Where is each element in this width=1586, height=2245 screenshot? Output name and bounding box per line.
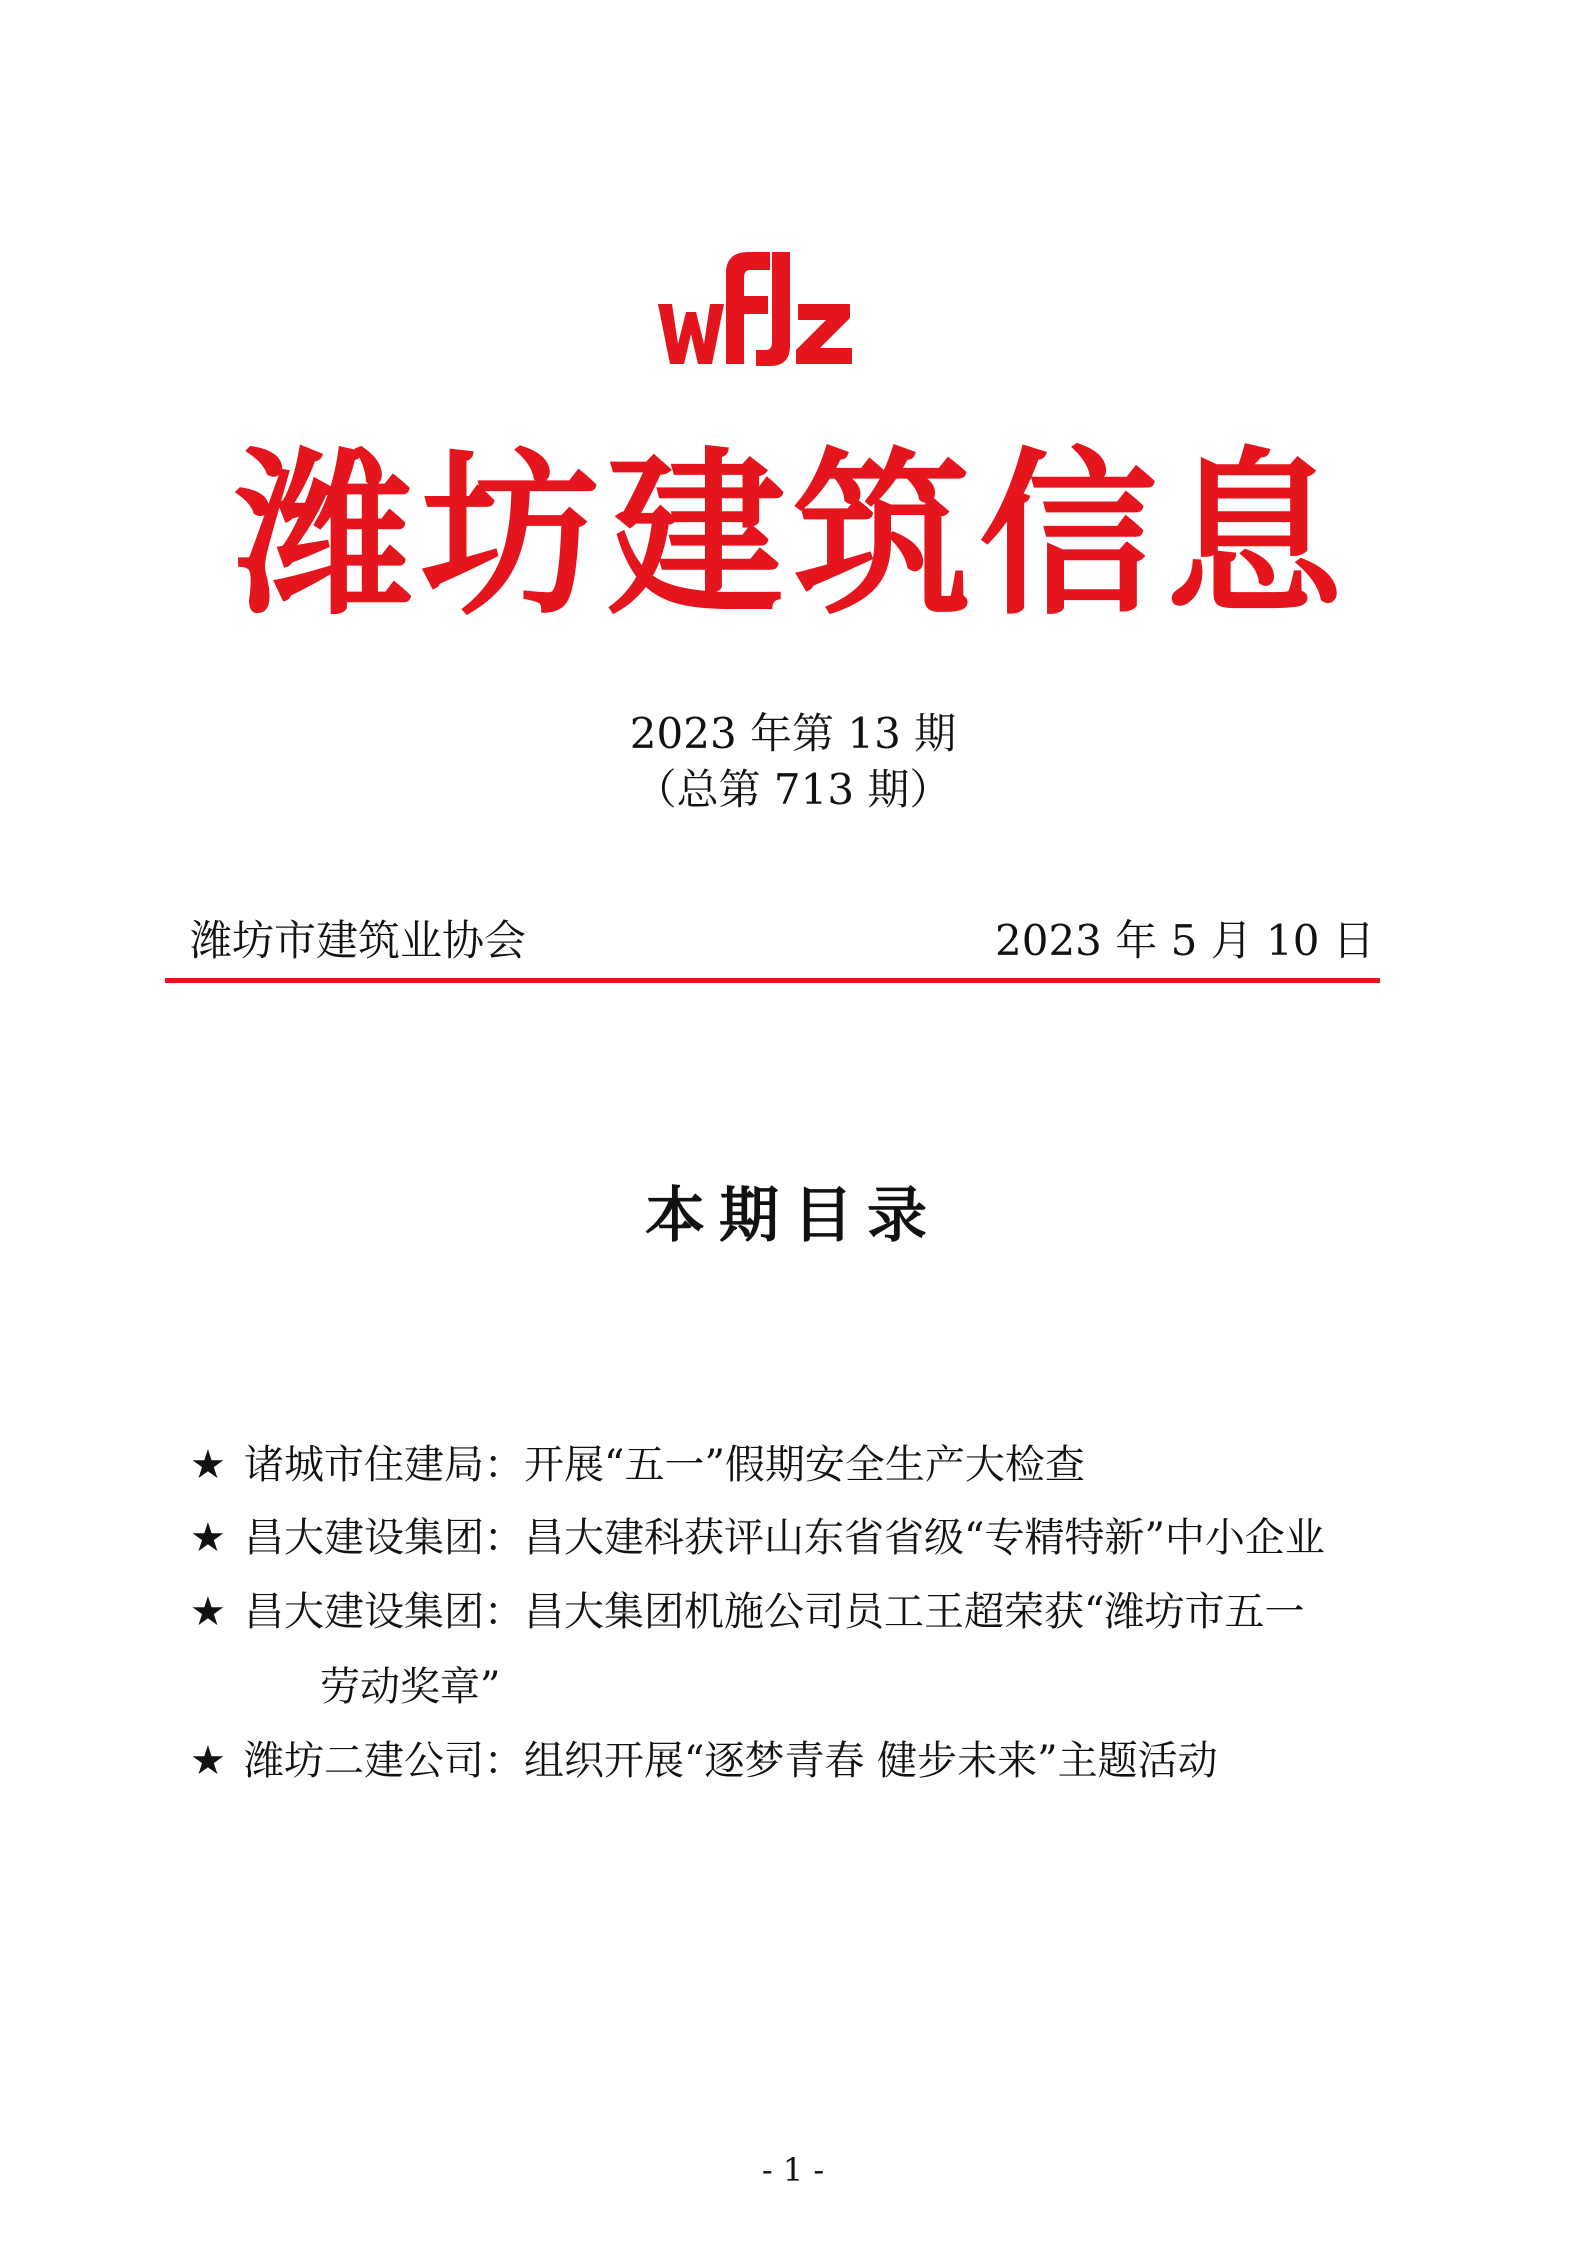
publication-date: 2023 年 5 月 10 日 (995, 916, 1375, 965)
red-divider-line (165, 978, 1380, 983)
toc-title: 本期目录 (645, 1181, 941, 1251)
toc-item-continuation: 劳动奖章” (320, 1664, 501, 1710)
toc-item-text: 昌大建设集团：昌大集团机施公司员工王超荣获“潍坊市五一 (244, 1589, 1305, 1635)
wfjz-logo (650, 242, 860, 377)
page-number: - 1 - (761, 2151, 825, 2189)
publisher-name: 潍坊市建筑业协会 (190, 916, 527, 965)
star-icon: ★ (190, 1515, 226, 1561)
star-icon: ★ (190, 1442, 226, 1488)
toc-item-text: 潍坊二建公司：组织开展“逐梦青春 健步未来”主题活动 (244, 1738, 1218, 1784)
toc-item (190, 1440, 1085, 1490)
star-icon: ★ (190, 1589, 226, 1635)
toc-item-text: 诸城市住建局：开展“五一”假期安全生产大检查 (244, 1442, 1085, 1488)
toc-item (190, 1587, 1304, 1637)
publication-title: 潍坊建筑信息 (235, 430, 1351, 639)
issue-number: 2023 年第 13 期 (629, 709, 957, 758)
toc-item-text: 昌大建设集团：昌大建科获评山东省省级“专精特新”中小企业 (244, 1515, 1325, 1561)
star-icon: ★ (190, 1738, 226, 1784)
toc-item (190, 1736, 1218, 1786)
toc-item (190, 1513, 1325, 1563)
total-issue-number: （总第 713 期） (634, 765, 952, 814)
